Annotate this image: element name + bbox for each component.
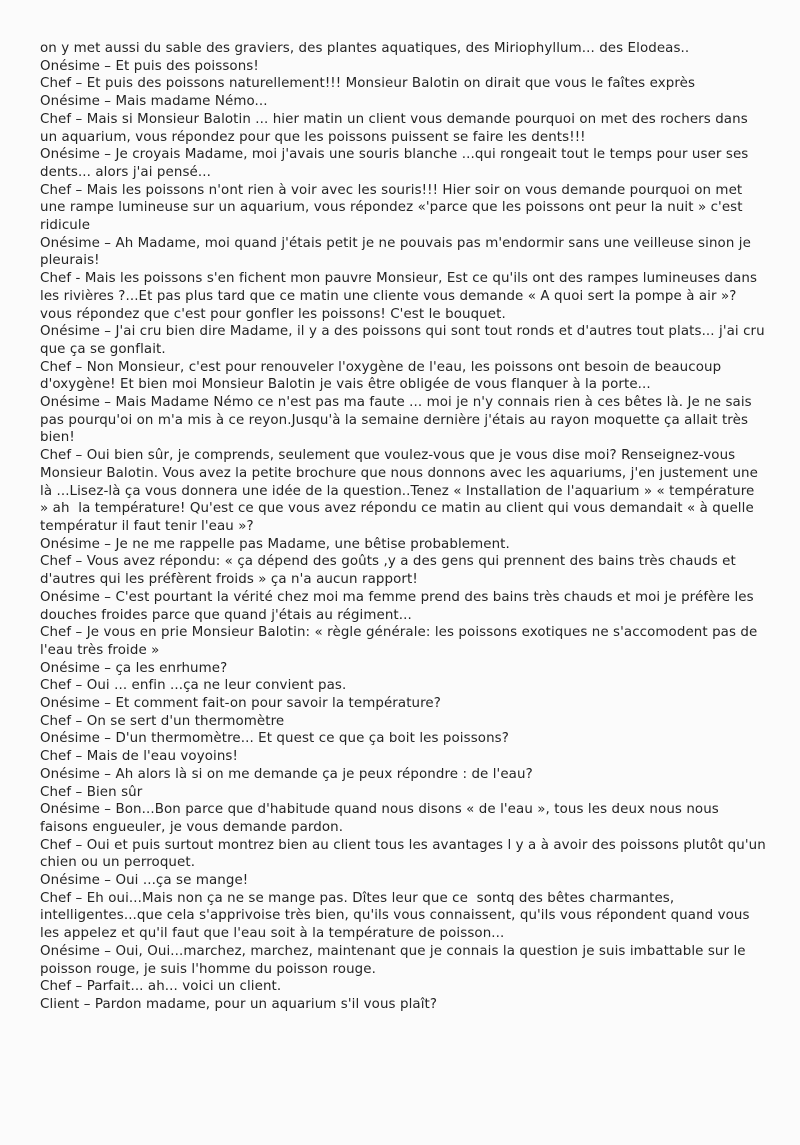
dialogue-paragraph: Onésime – Je ne me rappelle pas Madame, une bêtise probablement. <box>40 536 510 552</box>
dialogue-paragraph: Chef – Et puis des poissons naturellement!!! Monsieur Balotin on dirait que vous le faîtes exprès <box>40 76 696 92</box>
dialogue-paragraph: Chef – Vous avez répondu: « ça dépend des goûts ,y a des gens qui prennent des bains très chauds et d'autres qui les préfèrent froids » ça n'a aucun rapport! <box>40 554 741 588</box>
dialogue-paragraph: Chef - Mais les poissons s'en fichent mon pauvre Monsieur, Est ce qu'ils ont des rampes lumineuses dans les rivières ?...Et pas plus tard que ce matin une cliente vous demande « A quoi sert la pompe à air »? vous répondez que c'est pour gonfler les poissons! C'est le bouquet. <box>40 271 762 322</box>
dialogue-paragraph: on y met aussi du sable des graviers, des plantes aquatiques, des Miriophyllum... des Elodeas.. <box>40 41 690 56</box>
dialogue-paragraph: Onésime – Ah alors là si on me demande ça je peux répondre : de l'eau? <box>40 766 533 782</box>
dialogue-paragraph: Chef – Mais les poissons n'ont rien à voir avec les souris!!! Hier soir on vous demande pourquoi on met une rampe lumineuse sur un aquarium, vous répondez «'parce que les poissons ont peur la nuit » c'est ridicule <box>40 182 747 234</box>
dialogue-paragraph: Onésime – Ah Madame, moi quand j'étais petit je ne pouvais pas m'endormir sans une veilleuse sinon je pleurais! <box>40 235 756 269</box>
dialogue-paragraph: Onésime – Bon...Bon parce que d'habitude quand nous disons « de l'eau », tous les deux nous nous faisons engueuler, je vous demande pardon. <box>40 802 724 835</box>
dialogue-paragraph: Onésime – Et comment fait-on pour savoir la température? <box>40 696 441 712</box>
dialogue-paragraph: Onésime – Mais madame Némo... <box>40 94 268 110</box>
dialogue-paragraph: Chef – Oui et puis surtout montrez bien au client tous les avantages l y a à avoir des poissons plutôt qu'un chien ou un perroquet. <box>40 837 771 871</box>
dialogue-paragraph: Onésime – Mais Madame Némo ce n'est pas ma faute ... moi je n'y connais rien à ces bêtes là. Je ne sais pas pourqu'oi on m'a mis à ce reyon.Jusqu'à la semaine dernière j'étais au rayon moquette ça allait très bien! <box>40 395 757 446</box>
dialogue-paragraph: Onésime – Oui, Oui...marchez, marchez, maintenant que je connais la question je suis imbattable sur le poisson rouge, je suis l'homme du poisson rouge. <box>40 943 750 977</box>
dialogue-paragraph: Onésime – Et puis des poissons! <box>40 58 259 74</box>
dialogue-paragraph: Chef – On se sert d'un thermomètre <box>40 713 285 729</box>
dialogue-paragraph: Onésime – Je croyais Madame, moi j'avais une souris blanche ...qui rongeait tout le temps pour user ses dents... alors j'ai pensé... <box>40 147 753 180</box>
dialogue-paragraph: Onésime – J'ai cru bien dire Madame, il y a des poissons qui sont tout ronds et d'autres tout plats... j'ai cru que ça se gonflait. <box>40 324 770 357</box>
dialogue-paragraph: Onésime – ça les enrhume? <box>40 660 228 676</box>
dialogue-paragraph: Chef – Oui ... enfin ...ça ne leur convient pas. <box>40 678 347 694</box>
dialogue-paragraph: Onésime – Oui ...ça se mange! <box>40 873 249 889</box>
dialogue-paragraph: Chef – Oui bien sûr, je comprends, seulement que voulez-vous que je vous dise moi? Renseignez-vous Monsieur Balotin. Vous avez la petite brochure que nous donnons avec les aquariums, j'en justement une là ...Lisez-là ça vous donnera une idée de la question..Tenez « Installation de l'aquarium » « température » ah la température! Qu'est ce que vous avez répondu ce matin au client qui vous demandait « à quelle températur il faut tenir l'eau »? <box>40 448 763 534</box>
dialogue-paragraph: Chef – Mais de l'eau voyoins! <box>40 749 238 765</box>
dialogue-transcript <box>40 40 771 1014</box>
dialogue-paragraph: Chef – Mais si Monsieur Balotin ... hier matin un client vous demande pourquoi on met des rochers dans un aquarium, vous répondez pour que les poissons puissent se faire les dents!!! <box>40 111 753 145</box>
dialogue-paragraph: Chef – Non Monsieur, c'est pour renouveler l'oxygène de l'eau, les poissons ont besoin de beaucoup d'oxygène! Et bien moi Monsieur Balotin je vais être obligée de vous flanquer à la porte... <box>40 359 726 393</box>
dialogue-paragraph: Chef – Bien sûr <box>40 784 143 800</box>
dialogue-paragraph: Chef – Je vous en prie Monsieur Balotin: « règle générale: les poissons exotiques ne s'accomodent pas de l'eau très froide » <box>40 625 762 658</box>
dialogue-paragraph: Onésime – D'un thermomètre... Et quest ce que ça boit les poissons? <box>40 731 509 747</box>
dialogue-paragraph: Chef – Eh oui...Mais non ça ne se mange pas. Dîtes leur que ce sontq des bêtes charmantes, intelligentes...que cela s'apprivoise très bien, qu'ils vous connaissent, qu'ils vous répondent quand vous les appelez et qu'il faut que l'eau soit à la température de poisson... <box>40 890 754 942</box>
dialogue-paragraph: Onésime – C'est pourtant la vérité chez moi ma femme prend des bains très chauds et moi je préfère les douches froides parce que quand j'étais au régiment... <box>40 589 759 623</box>
dialogue-paragraph: Client – Pardon madame, pour un aquarium s'il vous plaît? <box>40 996 438 1012</box>
dialogue-paragraph: Chef – Parfait... ah... voici un client. <box>40 979 282 995</box>
